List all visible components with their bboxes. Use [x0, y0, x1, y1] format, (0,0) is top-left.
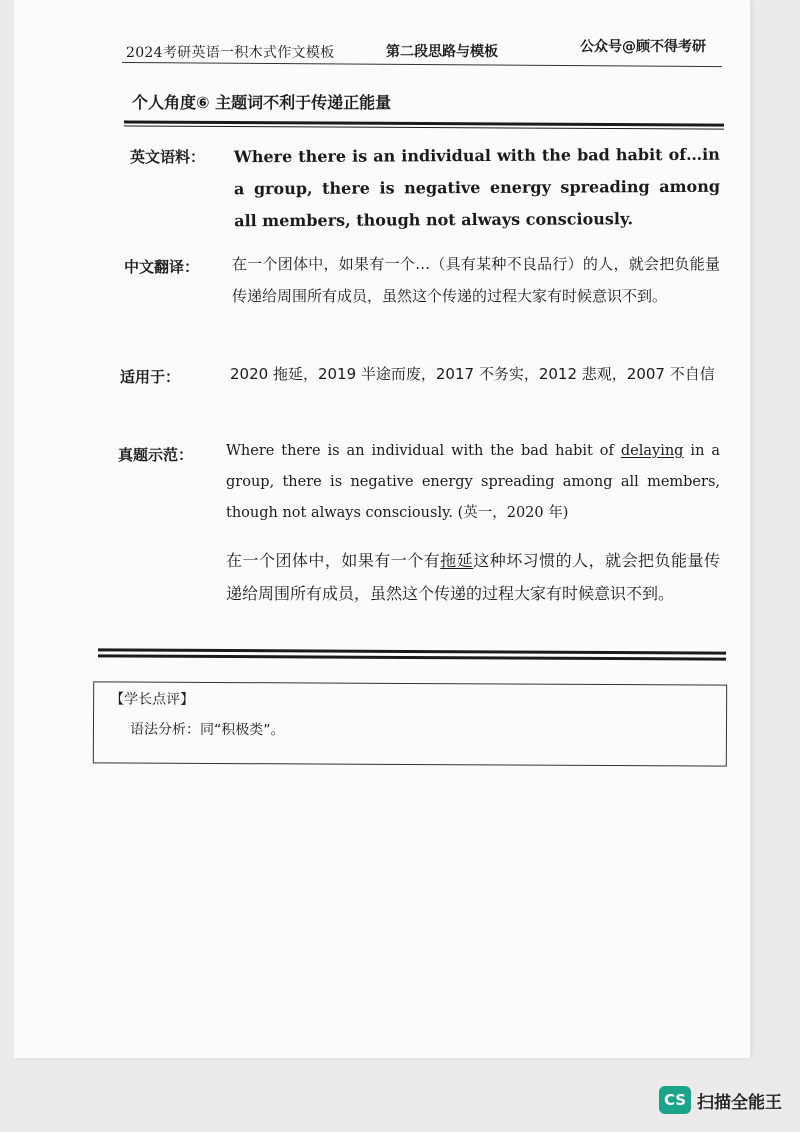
- watermark-text: 扫描全能王: [697, 1092, 782, 1113]
- chinese-translation-label: 中文翻译：: [124, 258, 200, 276]
- example-zh-underline: 拖延: [440, 551, 474, 570]
- camscanner-logo-icon: CS: [659, 1086, 691, 1114]
- example-en-pre: Where there is an individual with the bad habit of: [226, 443, 621, 459]
- example-en-underline: delaying: [620, 443, 684, 459]
- scanner-watermark: [659, 1086, 782, 1114]
- applicable-text: 2020 拖延，2019 半途而废，2017 不务实，2012 悲观，2007 不自信: [230, 365, 715, 383]
- header-account: 公众号@顾不得考研: [580, 39, 706, 55]
- example-chinese-text: [226, 544, 720, 610]
- comment-box: [93, 681, 727, 766]
- example-zh-post: 这种坏习惯的人，就会把负能量传递给周围所有成员，虽然这个传递的过程大家有时候意识不到。: [226, 551, 720, 603]
- example-label: 真题示范：: [118, 446, 194, 464]
- comment-title: 【学长点评】: [110, 691, 195, 708]
- example-english-text: [226, 436, 720, 529]
- header-book-title: 2024考研英语一积木式作文模板: [126, 45, 335, 61]
- chinese-translation-text: 在一个团体中，如果有一个…（具有某种不良品行）的人，就会把负能量传递给周围所有成员，虽然这个传递的过程大家有时候意识不到。: [232, 255, 720, 305]
- header-chapter: 第二段思路与模板: [386, 44, 498, 60]
- example-zh-pre: 在一个团体中，如果有一个有: [226, 551, 441, 570]
- example-en-post: in a group, there is negative energy spreading among all members, though not always consciously. (英一，2020 年): [226, 443, 721, 521]
- section-title: 个人角度⑥ 主题词不利于传递正能量: [132, 93, 392, 112]
- english-material-label: 英文语料：: [130, 148, 206, 166]
- english-material-text: Where there is an individual with the bad habit of…in a group, there is negative energy spreading among all members, though not always consciously.: [233, 144, 721, 231]
- applicable-label: 适用于：: [120, 368, 181, 386]
- comment-body: 语法分析：同“积极类”。: [129, 721, 285, 739]
